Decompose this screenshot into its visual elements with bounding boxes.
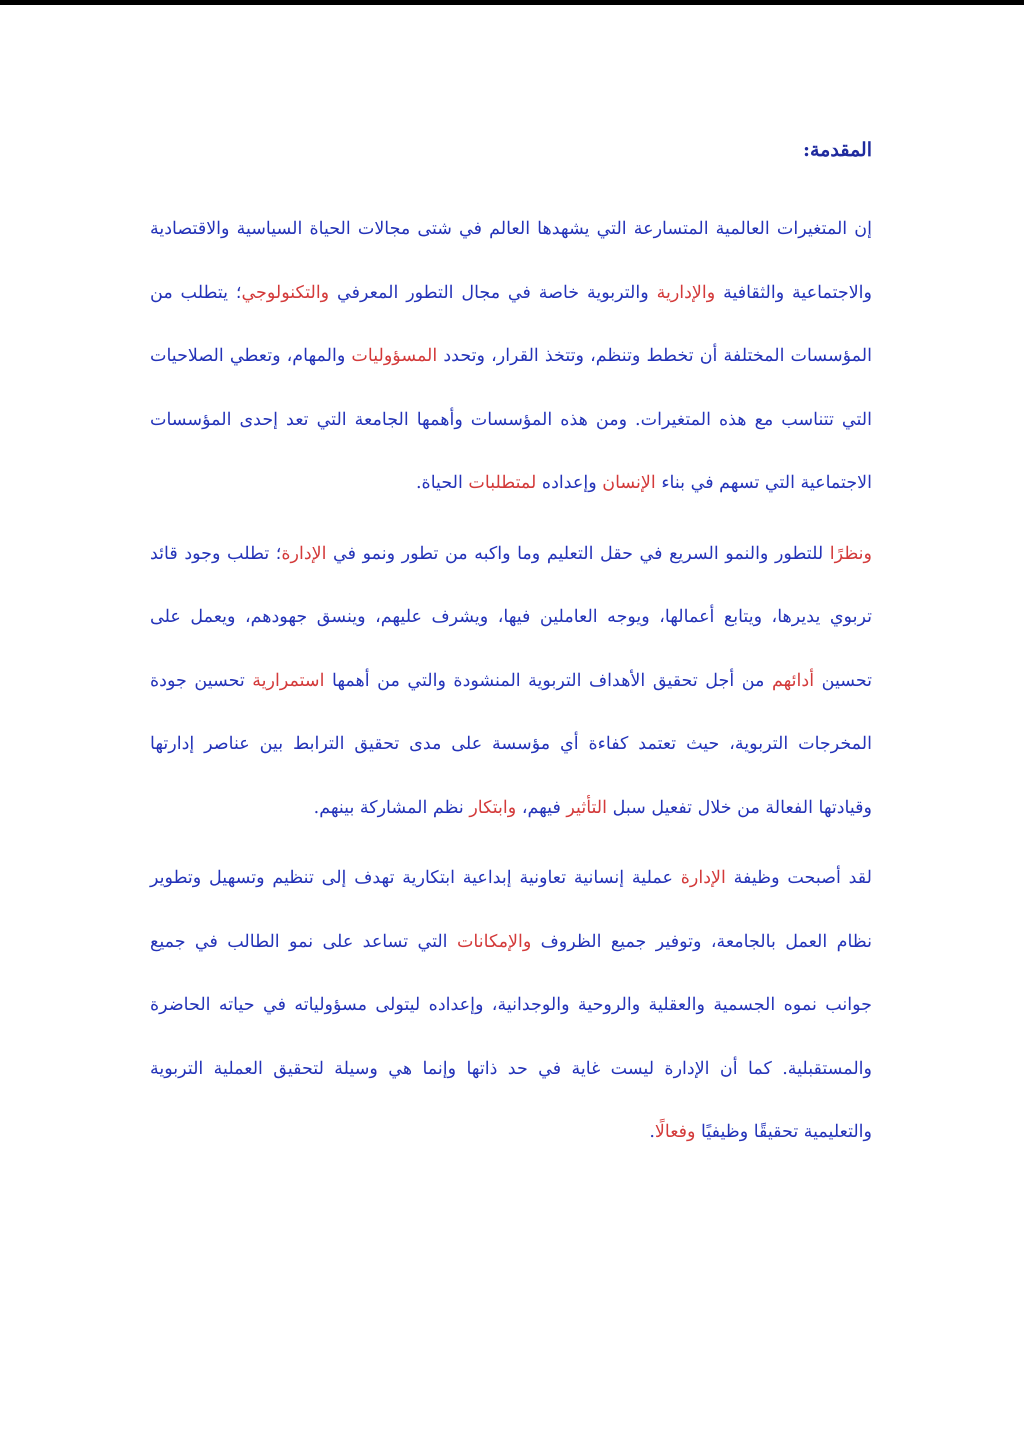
highlighted-term: أدائهم: [771, 670, 815, 691]
text-run: والتربوية خاصة في مجال التطور المعرفي: [329, 282, 657, 303]
text-run: نظم المشاركة بينهم.: [313, 797, 470, 818]
document-page: [150, 130, 872, 1172]
text-run: ؛ يتطلب من المؤسسات المختلفة أن تخطط وتنظم، وتتخذ القرار، وتحدد: [150, 282, 872, 366]
text-run: التي تساعد على نمو الطالب في جميع جوانب نموه الجسمية والعقلية والروحية والوجدانية، وإعداده ليتولى مسؤولياته في حياته الحاضرة والمستقبلية. كما أن الإدارة ليست غاية في حد ذاتها وإنما هي وسيلة لتحقيق العملية التربوية والتعليمية تحقيقًا وظيفيًا: [150, 931, 872, 1142]
highlighted-term: التأثير: [566, 797, 608, 818]
paragraph-3: [150, 847, 872, 1165]
highlighted-term: والإمكانات: [456, 931, 532, 952]
highlighted-term: وابتكار: [469, 797, 517, 818]
text-run: من أجل تحقيق الأهداف التربوية المنشودة والتي من أهمها: [324, 670, 772, 691]
text-run: تحسين جودة المخرجات التربوية، حيث تعتمد كفاءة أي مؤسسة على مدى تحقيق الترابط بين عناصر إدارتها وقيادتها الفعالة من خلال تفعيل سبل: [150, 670, 872, 818]
highlighted-term: استمرارية: [252, 670, 325, 691]
highlighted-term: ونظرًا: [829, 543, 872, 564]
highlighted-term: الإدارة: [281, 543, 327, 564]
text-run: فيهم،: [516, 797, 567, 818]
text-run: والمهام، وتعطي الصلاحيات التي تتناسب مع هذه المتغيرات. ومن هذه المؤسسات وأهمها الجامعة التي تعد إحدى المؤسسات الاجتماعية التي تسهم في بناء: [150, 346, 872, 493]
highlighted-term: الإدارة: [680, 868, 726, 888]
paragraph-1: [150, 198, 872, 516]
text-run: ؛ تطلب وجود قائد تربوي يديرها، ويتابع أعمالها، ويوجه العاملين فيها، ويشرف عليهم، وينسق جهودهم، ويعمل على تحسين: [150, 543, 873, 691]
highlighted-term: وفعالًا: [654, 1122, 696, 1142]
text-run: .: [649, 1122, 655, 1142]
highlighted-term: الإنسان: [602, 473, 656, 493]
highlighted-term: المسؤوليات: [351, 346, 438, 366]
text-run: للتطور والنمو السريع في حقل التعليم وما واكبه من تطور ونمو في: [326, 543, 830, 564]
text-run: لقد أصبحت وظيفة: [725, 868, 872, 888]
text-run: إن المتغيرات العالمية المتسارعة التي يشهدها العالم في شتى مجالات الحياة السياسية والاقتصادية والاجتماعية والثقافية: [150, 219, 872, 303]
highlighted-term: والإدارية: [656, 282, 716, 303]
top-border: [0, 0, 1024, 5]
text-run: الحياة.: [415, 473, 469, 493]
highlighted-term: لمتطلبات: [468, 473, 537, 493]
text-run: عملية إنسانية تعاونية إبداعية ابتكارية تهدف إلى تنظيم وتسهيل وتطوير نظام العمل بالجامعة، وتوفير جميع الظروف: [150, 868, 872, 952]
text-run: وإعداده: [536, 473, 603, 493]
highlighted-term: والتكنولوجي: [241, 282, 330, 303]
section-heading: المقدمة:: [802, 139, 872, 161]
paragraph-2: [150, 523, 872, 841]
